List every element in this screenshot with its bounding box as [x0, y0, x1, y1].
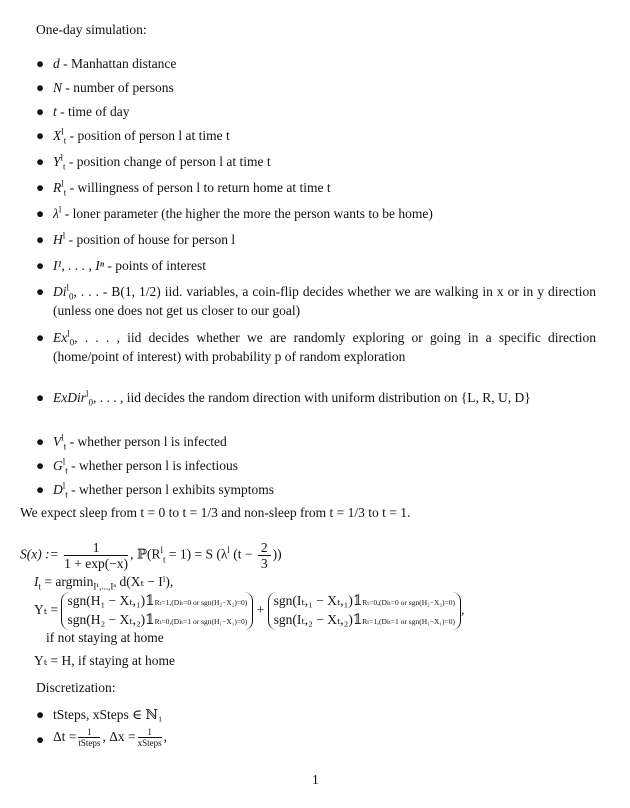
- sigmoid-formula: S(x) := $\frac{1}{1 + \exp(-x)}$ , $ℙ(R^l_t = 1) = S$ ($\lambda^l$ (t − $\frac{2}{3}$ )): [20, 540, 282, 571]
- list-item: ● t - time of day: [36, 104, 130, 119]
- list-item: ● $\lambda^l$ - loner parameter (the higher the more the person wants to be home): [36, 204, 433, 221]
- sleep-text: We expect sleep from t = 0 to t = 1/3 and non-sleep from t = 1/3 to t = 1.: [20, 505, 411, 520]
- list-item: ● $G^l_t$ - whether person l is infectious: [36, 456, 238, 476]
- list-item: ● $Ex^l_0$, . . . , iid decides whether we are randomly exploring or going in a specific direction (home/point of interest) with probability p of random exploration: [36, 328, 596, 364]
- list-item: ● $D^l_t$ - whether person l exhibits symptoms: [36, 480, 275, 500]
- interest-formula: $I_t = argmin_{I^1,...,I^n}$ d(Xₜ − Iⁱ),: [34, 574, 174, 592]
- bullet: ●: [36, 128, 45, 143]
- discretization-title: Discretization:: [36, 680, 116, 695]
- page-number: 1: [312, 772, 319, 787]
- bullet: ●: [36, 206, 45, 221]
- list-item: ● $R^l_t$ - willingness of person l to return home at time t: [36, 178, 331, 198]
- bullet: ●: [36, 258, 45, 273]
- list-item: ● ExDir$^l_0$, . . . , iid decides the random direction with uniform distribution on {L, R, U, D}: [36, 388, 531, 408]
- not-home-text: if not staying at home: [46, 630, 164, 645]
- movement-formula: Yₜ = sgn(H₁ − Xₜ,₁)𝟙Rₜ=1,(Diₜ=0 or sgn(H₂−X₂)=0) sgn(H₂ − Xₜ,₂)𝟙Rₜ=0,(Diₜ=1 or sgn(H₁−X₁)=0) + sgn(Iₜ,₁ − Xₜ,₁)𝟙Rₜ=0,(Diₜ=0 or sgn(H₂−X₂)=0) sgn(Iₜ,₂ − Xₜ,₂)𝟙Rₜ=1,(Diₜ=1 or sgn(H₁−X₁)=0),: [34, 592, 464, 630]
- bullet: ●: [36, 180, 45, 195]
- bullet: ●: [36, 458, 45, 473]
- bullet: ●: [36, 154, 45, 169]
- list-item: ● $X^l_t$ - position of person l at time t: [36, 126, 230, 146]
- bullet: ●: [36, 482, 45, 497]
- list-item: ● Δt = $\frac{1}{\text{tSteps}}$ , Δx = $\frac{1}{\text{xSteps}}$ ,: [36, 727, 167, 749]
- bullet: ●: [36, 232, 45, 247]
- list-item: ● $V^l_t$ - whether person l is infected: [36, 432, 227, 452]
- list-item: ● $Y^l_t$ - position change of person l at time t: [36, 152, 271, 172]
- bullet: ●: [36, 56, 45, 71]
- section-title: One-day simulation:: [36, 22, 147, 37]
- bullet: ●: [36, 330, 45, 345]
- list-item: ● $Di^l_0$, . . . - B(1, 1/2) iid. variables, a coin-flip decides whether we are walking in x or in y direction (unless one does not get us closer to our goal): [36, 282, 596, 318]
- list-item: ● d - Manhattan distance: [36, 56, 177, 71]
- bullet: ●: [36, 80, 45, 95]
- bullet: ●: [36, 104, 45, 119]
- home-formula: Yₜ = H, if staying at home: [34, 653, 176, 668]
- bullet: ●: [36, 284, 45, 299]
- list-item: ● $H^l$ - position of house for person l: [36, 230, 236, 247]
- list-item: ● N - number of persons: [36, 80, 174, 95]
- bullet: ●: [36, 390, 45, 405]
- list-item: ● I¹, . . . , Iⁿ - points of interest: [36, 258, 207, 273]
- bullet: ●: [36, 434, 45, 449]
- list-item: ● tSteps, xSteps ∈ ℕ₁: [36, 707, 163, 722]
